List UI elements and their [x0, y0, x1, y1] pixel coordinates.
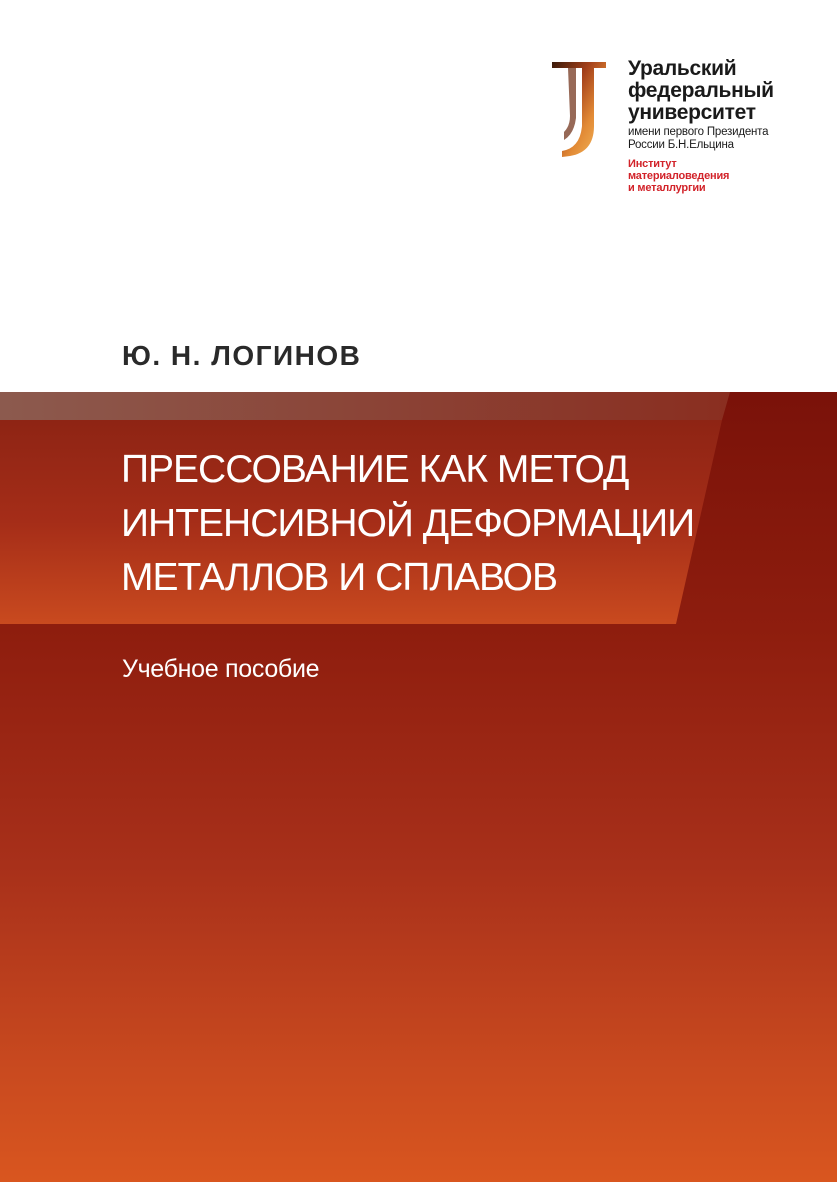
university-subname-line: России Б.Н.Ельцина — [628, 139, 734, 151]
university-logo — [548, 58, 788, 208]
institute-name-line: материаловедения — [628, 170, 730, 182]
university-name-block — [628, 58, 798, 194]
book-title — [121, 443, 721, 605]
book-title-line: ИНТЕНСИВНОЙ ДЕФОРМАЦИИ — [121, 502, 695, 545]
university-name-line: федеральный — [628, 79, 774, 102]
book-title-line: МЕТАЛЛОВ И СПЛАВОВ — [121, 556, 558, 599]
institute-name-line: Институт — [628, 158, 677, 170]
university-name-line: Уральский — [628, 57, 737, 80]
institute-name-line: и металлургии — [628, 182, 706, 194]
university-subname-line: имени первого Президента — [628, 126, 769, 138]
university-name-line: университет — [628, 101, 756, 124]
urfu-logo-icon — [548, 60, 610, 160]
book-author: Ю. Н. ЛОГИНОВ — [122, 340, 362, 371]
book-subtitle: Учебное пособие — [122, 655, 320, 683]
book-title-line: ПРЕССОВАНИЕ КАК МЕТОД — [121, 448, 629, 491]
